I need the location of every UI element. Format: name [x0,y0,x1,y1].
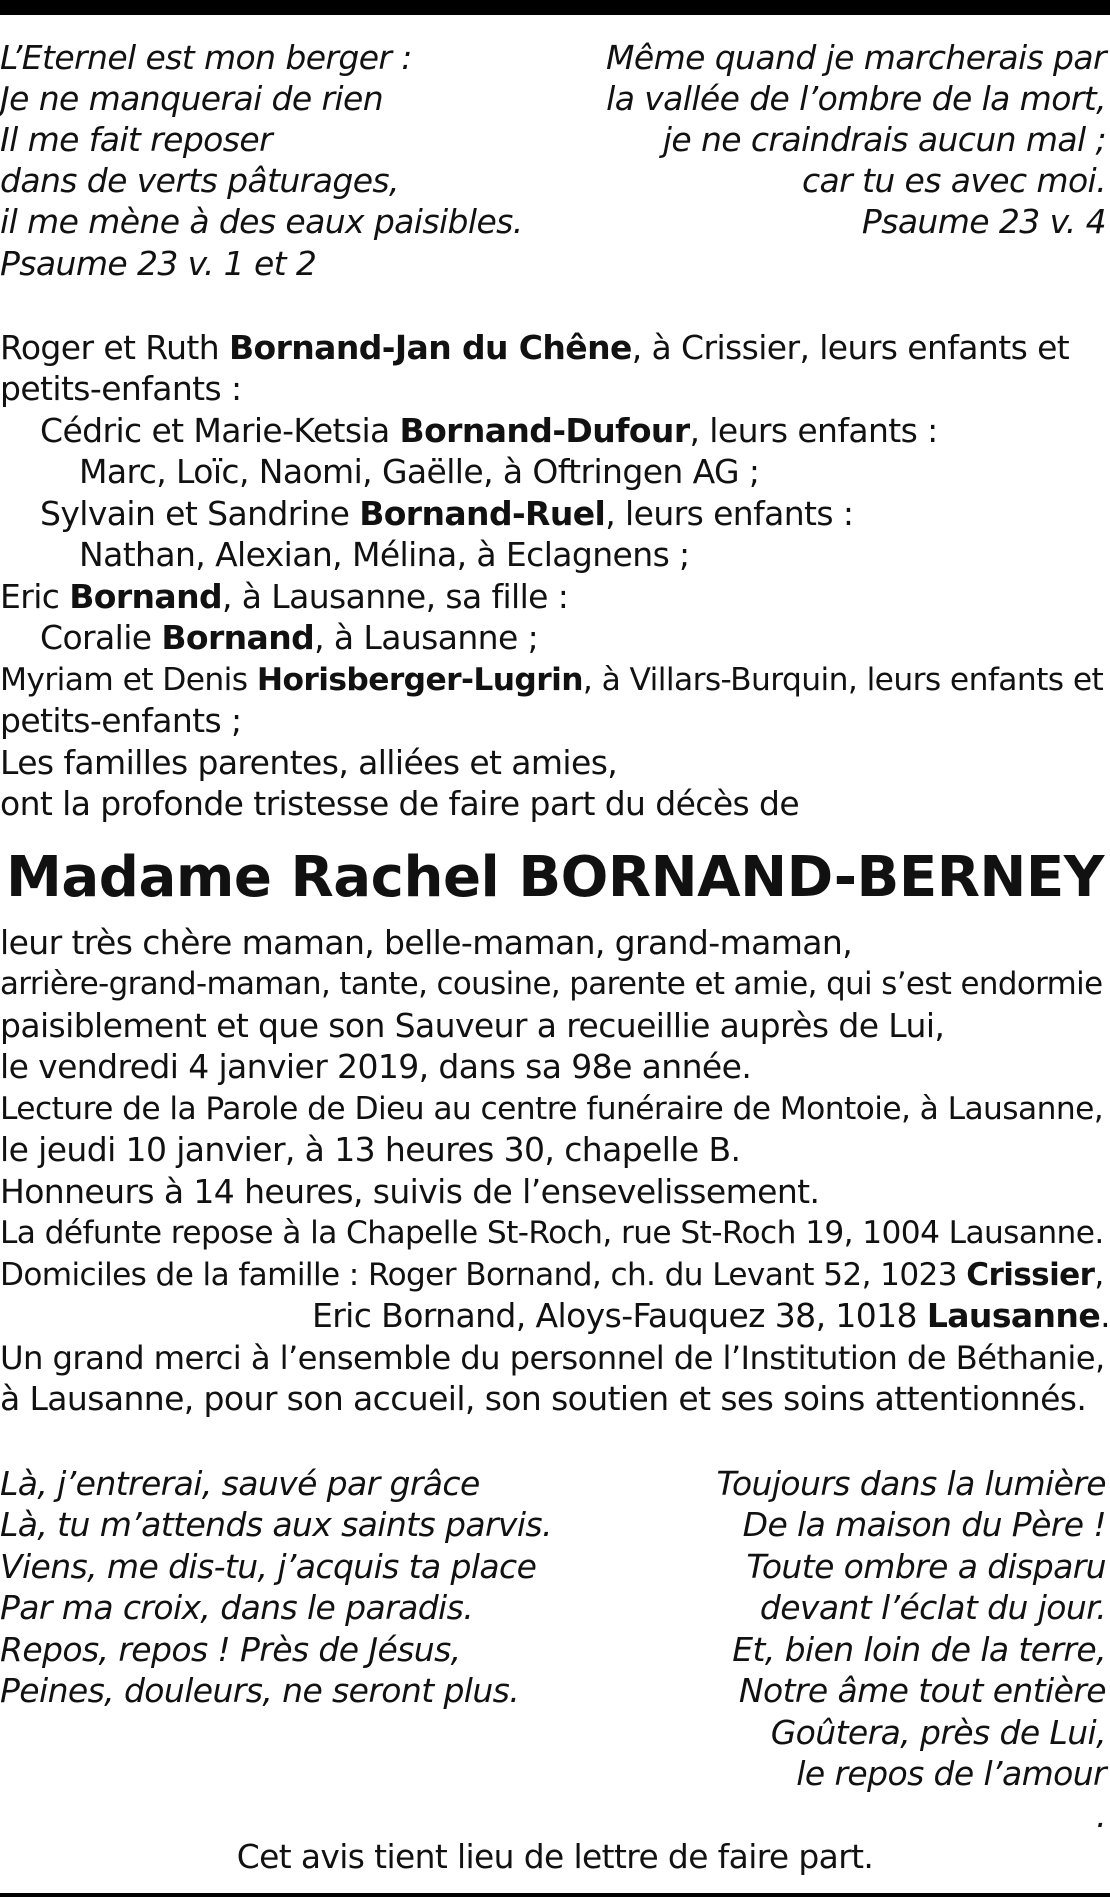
hymn-left-line: Là, tu m’attends aux saints parvis. [0,1505,552,1544]
psalm-reference-right: Psaume 23 v. 4 [861,202,1106,241]
psalm-right-line: la vallée de l’ombre de la mort, [606,79,1106,118]
hymn-right-line: De la maison du Père ! [742,1505,1106,1544]
psalm-right-line: je ne craindrais aucun mal ; [662,120,1106,159]
family-line: Marc, Loïc, Naomi, Gaëlle, à Oftringen AG ; [79,452,760,491]
details-line: La défunte repose à la Chapelle St-Roch, rue St-Roch 19, 1004 Lausanne. [0,1215,1104,1251]
family-address-line: Domiciles de la famille : Roger Bornand, ch. du Levant 52, 1023 Crissier, [0,1257,1104,1293]
family-line: petits-enfants : [0,369,242,408]
family-address-line: Eric Bornand, Aloys-Fauquez 38, 1018 Lausanne. [311,1296,1110,1335]
bottom-border [0,1893,1110,1897]
hymn-right-line: devant l’éclat du jour. [759,1588,1106,1627]
family-line: petits-enfants ; [0,701,242,740]
family-line: Les familles parentes, alliées et amies, [0,743,618,782]
family-line: Nathan, Alexian, Mélina, à Eclagnens ; [79,535,690,574]
details-line: arrière-grand-maman, tante, cousine, parente et amie, qui s’est endormie [0,966,1103,1002]
deceased-name: Madame Rachel BORNAND-BERNEY [6,845,1104,910]
hymn-right-line: Et, bien loin de la terre, [732,1630,1106,1669]
psalm-right-line: Même quand je marcherais par [606,38,1106,77]
details-line: le vendredi 4 janvier 2019, dans sa 98e année. [0,1047,752,1086]
footer-notice: Cet avis tient lieu de lettre de faire part. [236,1837,874,1876]
family-line: Cédric et Marie-Ketsia Bornand-Dufour, leurs enfants : [40,411,938,450]
family-surname: Bornand-Ruel [359,494,606,533]
family-surname: Bornand-Jan du Chêne [228,328,632,367]
hymn-left-line: Repos, repos ! Près de Jésus, [0,1630,461,1669]
hymn-left-line: Viens, me dis-tu, j’acquis ta place [0,1547,537,1586]
psalm-reference-left: Psaume 23 v. 1 et 2 [0,244,317,283]
family-line: Myriam et Denis Horisberger-Lugrin, à Villars-Burquin, leurs enfants et [0,662,1104,698]
family-surname: Horisberger-Lugrin [256,662,583,698]
family-line: ont la profonde tristesse de faire part du décès de [0,784,800,823]
details-line: Un grand merci à l’ensemble du personnel de l’Institution de Béthanie, [0,1339,1105,1377]
details-line: Lecture de la Parole de Dieu au centre funéraire de Montoie, à Lausanne, [0,1091,1104,1127]
details-line: le jeudi 10 janvier, à 13 heures 30, chapelle B. [0,1130,741,1169]
family-surname: Bornand [161,618,315,657]
address-city: Crissier [966,1257,1095,1293]
details-line: Honneurs à 14 heures, suivis de l’ensevelissement. [0,1172,820,1211]
family-line: Roger et Ruth Bornand-Jan du Chêne, à Crissier, leurs enfants et [0,328,1070,367]
psalm-right-line: car tu es avec moi. [801,161,1106,200]
hymn-right-line: Goûtera, près de Lui, [770,1713,1106,1752]
address-city: Lausanne [926,1296,1101,1335]
family-surname: Bornand [69,577,223,616]
details-line: paisiblement et que son Sauveur a recueillie auprès de Lui, [0,1006,945,1045]
hymn-left-line: Par ma croix, dans le paradis. [0,1588,474,1627]
family-line: Coralie Bornand, à Lausanne ; [40,618,539,657]
psalm-left-line: il me mène à des eaux paisibles. [0,202,523,241]
top-border [0,0,1110,15]
hymn-right-line: Notre âme tout entière [738,1671,1106,1710]
hymn-left-line: Peines, douleurs, ne seront plus. [0,1671,520,1710]
family-line: Sylvain et Sandrine Bornand-Ruel, leurs enfants : [40,494,854,533]
psalm-left-line: dans de verts pâturages, [0,161,399,200]
psalm-left-line: Il me fait reposer [0,120,273,159]
hymn-right-line: Toujours dans la lumière [716,1464,1106,1503]
family-surname: Bornand-Dufour [399,411,690,450]
family-line: Eric Bornand, à Lausanne, sa fille : [0,577,569,616]
hymn-right-line: le repos de l’amour [796,1754,1106,1793]
hymn-right-line: Toute ombre a disparu [746,1547,1106,1586]
psalm-left-line: L’Eternel est mon berger : [0,38,412,77]
hymn-right-line: . [1096,1796,1106,1835]
details-line: leur très chère maman, belle-maman, grand-maman, [0,923,853,962]
psalm-left-line: Je ne manquerai de rien [0,79,384,118]
details-line: à Lausanne, pour son accueil, son soutien et ses soins attentionnés. [0,1379,1087,1418]
hymn-left-line: Là, j’entrerai, sauvé par grâce [0,1464,480,1503]
